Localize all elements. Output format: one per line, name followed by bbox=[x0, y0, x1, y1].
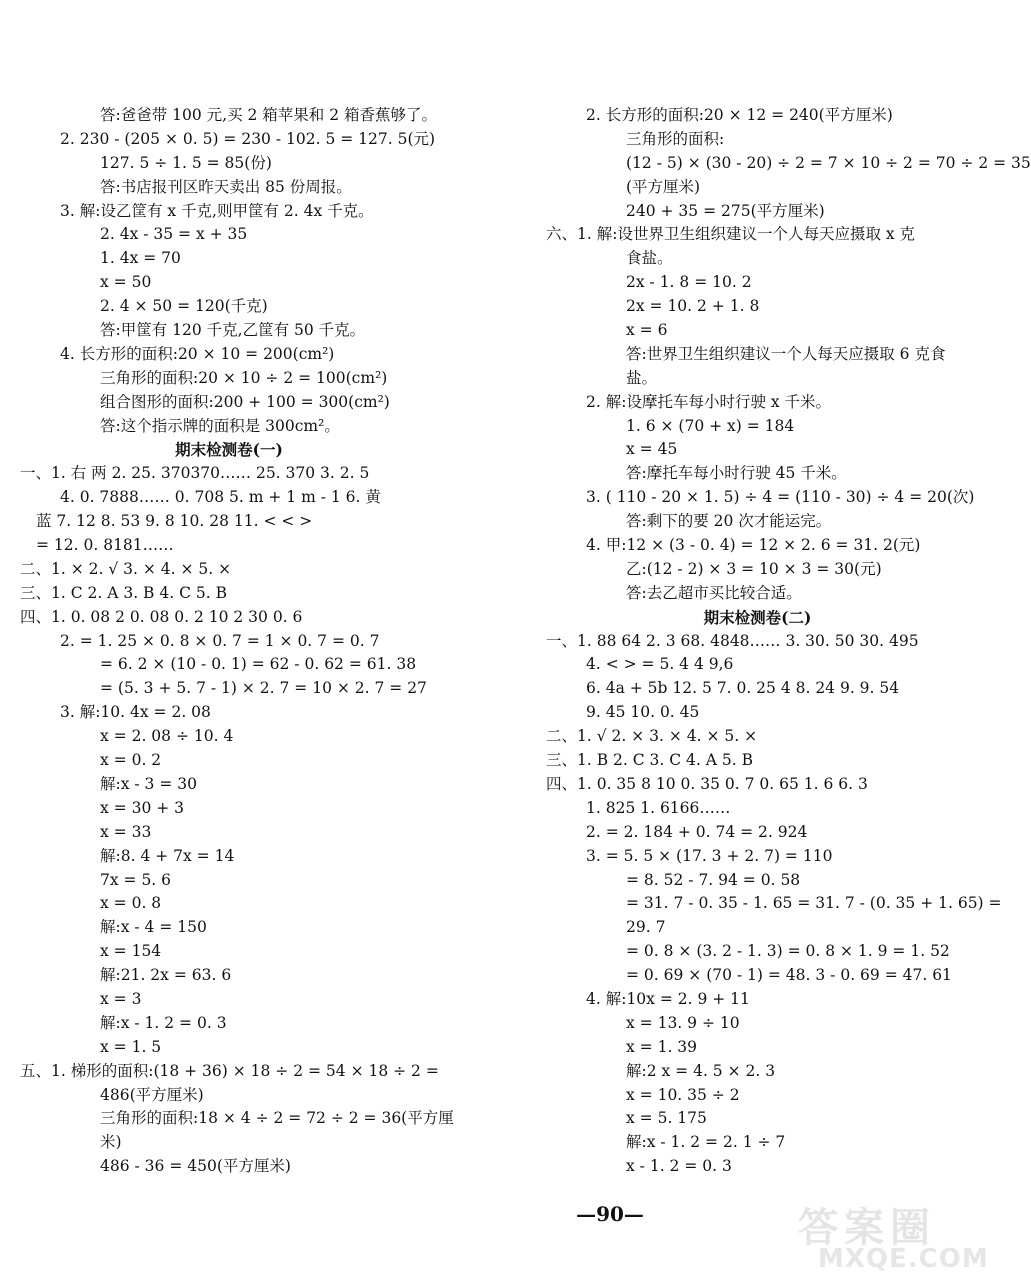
text-line: 3. 解:设乙筐有 x 千克,则甲筐有 2. 4x 千克。 bbox=[60, 201, 374, 220]
text-line: 答:爸爸带 100 元,买 2 箱苹果和 2 箱香蕉够了。 bbox=[100, 106, 438, 124]
text-line: 解:21. 2x = 63. 6 bbox=[100, 966, 232, 985]
text-line: 米) bbox=[100, 1133, 122, 1152]
text-line: 解:2 x = 4. 5 × 2. 3 bbox=[626, 1061, 776, 1080]
text-line: 盐。 bbox=[626, 368, 658, 387]
text-line: x = 2. 08 ÷ 10. 4 bbox=[100, 727, 234, 746]
text-line: 486(平方厘米) bbox=[100, 1085, 204, 1104]
text-line: x = 3 bbox=[100, 989, 142, 1008]
text-line: 三角形的面积:20 × 10 ÷ 2 = 100(cm²) bbox=[100, 368, 388, 387]
text-line: 五、1. 梯形的面积:(18 + 36) × 18 ÷ 2 = 54 × 18 ÷ 2 = bbox=[20, 1061, 439, 1080]
text-line: 六、1. 解:设世界卫生组织建议一个人每天应摄取 x 克 bbox=[546, 225, 916, 244]
text-line: 2. 4 × 50 = 120(千克) bbox=[100, 297, 268, 316]
text-line: 3. 解:10. 4x = 2. 08 bbox=[60, 703, 211, 722]
text-line: x = 45 bbox=[626, 440, 678, 459]
text-line: 答:甲筐有 120 千克,乙筐有 50 千克。 bbox=[100, 321, 366, 340]
text-line: x = 6 bbox=[626, 321, 668, 340]
left-column bbox=[4, 104, 454, 1179]
text-line: (12 - 5) × (30 - 20) ÷ 2 = 7 × 10 ÷ 2 = 70 ÷ 2 = 35 bbox=[626, 153, 1031, 172]
text-line: 一、1. 右 两 2. 25. 370370…… 25. 370 3. 2. 5 bbox=[20, 464, 370, 483]
text-line: 4. 解:10x = 2. 9 + 11 bbox=[586, 989, 750, 1008]
text-line: 四、1. 0. 35 8 10 0. 35 0. 7 0. 65 1. 6 6. 3 bbox=[546, 774, 868, 793]
text-line: 蓝 7. 12 8. 53 9. 8 10. 28 11. < < > bbox=[36, 512, 313, 531]
text-line: 答:剩下的要 20 次才能运完。 bbox=[626, 512, 832, 531]
watermark-url: MXQE.COM bbox=[818, 1244, 989, 1274]
text-line: 三角形的面积:18 × 4 ÷ 2 = 72 ÷ 2 = 36(平方厘 bbox=[100, 1109, 454, 1128]
text-line: 解:x - 1. 2 = 2. 1 ÷ 7 bbox=[626, 1133, 786, 1152]
text-line: 三、1. C 2. A 3. B 4. C 5. B bbox=[20, 583, 227, 602]
text-line: x = 5. 175 bbox=[626, 1109, 707, 1128]
text-line: (平方厘米) bbox=[626, 177, 701, 196]
text-line: x = 1. 39 bbox=[626, 1037, 698, 1056]
text-line: 答:去乙超市买比较合适。 bbox=[626, 583, 802, 602]
text-line: = 0. 69 × (70 - 1) = 48. 3 - 0. 69 = 47. 61 bbox=[626, 966, 952, 985]
text-line: 4. 0. 7888…… 0. 708 5. m + 1 m - 1 6. 黄 bbox=[60, 488, 381, 507]
text-line: x = 0. 8 bbox=[100, 894, 162, 913]
right-column bbox=[530, 104, 1031, 1179]
text-line: 2. = 2. 184 + 0. 74 = 2. 924 bbox=[586, 822, 808, 841]
text-line: = 31. 7 - 0. 35 - 1. 65 = 31. 7 - (0. 35 + 1. 65) = bbox=[626, 894, 1002, 913]
text-line: 2. 长方形的面积:20 × 12 = 240(平方厘米) bbox=[586, 106, 893, 124]
text-line: 三、1. B 2. C 3. C 4. A 5. B bbox=[546, 751, 753, 770]
text-line: 2x = 10. 2 + 1. 8 bbox=[626, 297, 760, 316]
text-line: 2x - 1. 8 = 10. 2 bbox=[626, 273, 752, 292]
text-line: = 8. 52 - 7. 94 = 0. 58 bbox=[626, 870, 801, 889]
text-line: 食盐。 bbox=[626, 249, 673, 268]
text-line: 4. 甲:12 × (3 - 0. 4) = 12 × 2. 6 = 31. 2(元) bbox=[586, 536, 921, 555]
text-line: x = 154 bbox=[100, 942, 162, 961]
text-line: x = 50 bbox=[100, 273, 152, 292]
text-line: 240 + 35 = 275(平方厘米) bbox=[626, 201, 825, 220]
text-line: 解:x - 3 = 30 bbox=[100, 774, 197, 793]
text-line: 解:x - 1. 2 = 0. 3 bbox=[100, 1013, 227, 1032]
text-line: x = 10. 35 ÷ 2 bbox=[626, 1085, 740, 1104]
text-line: x = 30 + 3 bbox=[100, 798, 185, 817]
text-line: 3. = 5. 5 × (17. 3 + 2. 7) = 110 bbox=[586, 846, 833, 865]
text-line: 2. 230 - (205 × 0. 5) = 230 - 102. 5 = 127. 5(元) bbox=[60, 129, 436, 148]
text-line: 四、1. 0. 08 2 0. 08 0. 2 10 2 30 0. 6 bbox=[20, 607, 303, 626]
text-line: 1. 825 1. 6166…… bbox=[586, 798, 731, 817]
text-line: x - 1. 2 = 0. 3 bbox=[626, 1157, 732, 1176]
text-line: 二、1. × 2. √ 3. × 4. × 5. × bbox=[20, 559, 232, 578]
text-line: 29. 7 bbox=[626, 918, 666, 937]
text-line: x = 1. 5 bbox=[100, 1037, 162, 1056]
text-line: = 0. 8 × (3. 2 - 1. 3) = 0. 8 × 1. 9 = 1. 52 bbox=[626, 942, 950, 961]
text-line: 1. 6 × (70 + x) = 184 bbox=[626, 416, 795, 435]
watermark-logo bbox=[790, 1196, 990, 1280]
text-line: 2. 解:设摩托车每小时行驶 x 千米。 bbox=[586, 392, 832, 411]
text-line: x = 13. 9 ÷ 10 bbox=[626, 1013, 740, 1032]
text-line: 4. < > = 5. 4 4 9,6 bbox=[586, 655, 734, 674]
section-title: 期末检测卷(一) bbox=[175, 440, 283, 460]
text-line: 答:这个指示牌的面积是 300cm²。 bbox=[100, 416, 340, 435]
text-line: 解:x - 4 = 150 bbox=[100, 918, 207, 937]
text-line: 486 - 36 = 450(平方厘米) bbox=[100, 1157, 291, 1176]
text-line: x = 33 bbox=[100, 822, 152, 841]
section-title: 期末检测卷(二) bbox=[703, 607, 812, 627]
text-line: 答:世界卫生组织建议一个人每天应摄取 6 克食 bbox=[626, 344, 946, 363]
text-line: 答:书店报刊区昨天卖出 85 份周报。 bbox=[100, 177, 352, 196]
text-line: x = 0. 2 bbox=[100, 751, 162, 770]
text-line: 乙:(12 - 2) × 3 = 10 × 3 = 30(元) bbox=[626, 559, 882, 578]
text-line: = (5. 3 + 5. 7 - 1) × 2. 7 = 10 × 2. 7 = 27 bbox=[100, 679, 427, 698]
text-line: 4. 长方形的面积:20 × 10 = 200(cm²) bbox=[60, 344, 335, 363]
text-line: 6. 4a + 5b 12. 5 7. 0. 25 4 8. 24 9. 9. 54 bbox=[586, 679, 900, 698]
watermark-seal: 答案圈 bbox=[798, 1205, 936, 1251]
text-line: 答:摩托车每小时行驶 45 千米。 bbox=[626, 464, 847, 483]
text-line: 二、1. √ 2. × 3. × 4. × 5. × bbox=[546, 727, 758, 746]
page-number: —90— bbox=[576, 1202, 644, 1226]
text-line: 3. ( 110 - 20 × 1. 5) ÷ 4 = (110 - 30) ÷ 4 = 20(次) bbox=[586, 488, 975, 507]
text-line: 127. 5 ÷ 1. 5 = 85(份) bbox=[100, 153, 272, 172]
text-line: 7x = 5. 6 bbox=[100, 870, 172, 889]
text-line: 9. 45 10. 0. 45 bbox=[586, 703, 700, 722]
text-line: 2. = 1. 25 × 0. 8 × 0. 7 = 1 × 0. 7 = 0. 7 bbox=[60, 631, 380, 650]
text-line: 解:8. 4 + 7x = 14 bbox=[100, 846, 235, 865]
text-line: 组合图形的面积:200 + 100 = 300(cm²) bbox=[100, 392, 390, 411]
text-line: 2. 4x - 35 = x + 35 bbox=[100, 225, 248, 244]
text-line: = 12. 0. 8181…… bbox=[36, 536, 174, 555]
text-line: 三角形的面积: bbox=[626, 129, 725, 148]
text-line: 一、1. 88 64 2. 3 68. 4848…… 3. 30. 50 30. 495 bbox=[546, 631, 919, 650]
text-line: = 6. 2 × (10 - 0. 1) = 62 - 0. 62 = 61. 38 bbox=[100, 655, 417, 674]
text-line: 1. 4x = 70 bbox=[100, 249, 181, 268]
